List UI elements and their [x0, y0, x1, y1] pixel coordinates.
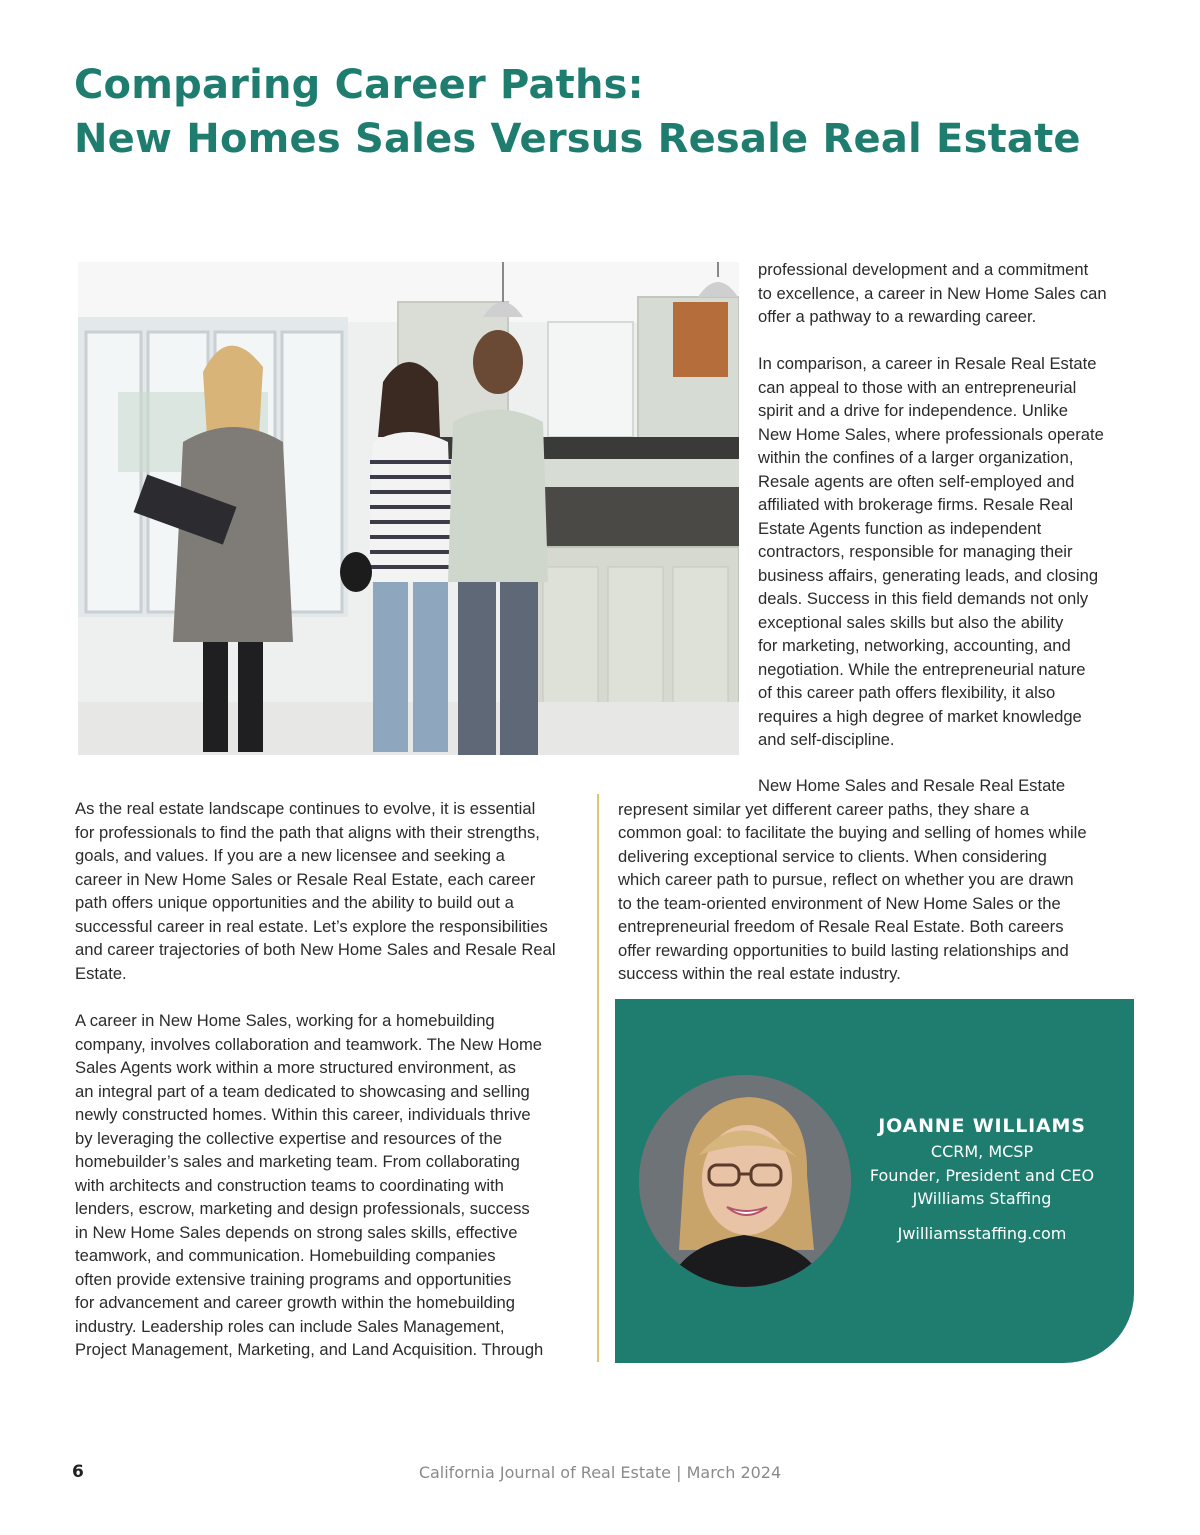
author-company: JWilliams Staffing — [912, 1189, 1052, 1208]
publication-footer: California Journal of Real Estate | March 2024 — [418, 1463, 782, 1482]
author-portrait — [639, 1075, 851, 1287]
paragraph-intro: As the real estate landscape continues to evolve, it is essential for professionals to find the path that aligns with their strengths, goals, and values. If you are a new licensee and seeking a career in New Home Sales or Resale Real Estate, each career path offers unique opportunities and the ability to build out a successful career in real estate. Let’s explore the responsibilities and career trajectories of both New Home Sales and Resale Real Estate. — [75, 799, 556, 983]
page-number: 6 — [72, 1462, 84, 1482]
article-title — [74, 58, 1134, 166]
author-role: Founder, President and CEO — [869, 1165, 1095, 1185]
paragraph-resale-career: In comparison, a career in Resale Real Estate can appeal to those with an entrepreneurial spirit and a drive for independence. Unlike New Home Sales, where professionals operate within the confines of a larger organization, Resale agents are often self-employed and affiliated with brokerage firms. Resale Real Estate Agents function as independent contractors, responsible for managing their business affairs, generating leads, and closing deals. Success in this field demands not only exceptional sales skills but also the ability for marketing, networking, accounting, and negotiation. While the entrepreneurial nature of this career path offers flexibility, it also requires a high degree of market knowledge and self-discipline. — [758, 354, 1104, 749]
author-box — [615, 999, 1134, 1363]
paragraph-new-home-career: A career in New Home Sales, working for a homebuilding company, involves collaboration and teamwork. The New Home Sales Agents work within a more structured environment, as an integral part of a team dedicated to showcasing and selling newly constructed homes. Within this career, individuals thrive by leveraging the collective expertise and resources of the homebuilder’s sales and marketing team. From collaborating with architects and construction teams to coordinating with lenders, escrow, marketing and design professionals, success in New Home Sales depends on strong sales skills, effective teamwork, and communication. Homebuilding companies often provide extensive training programs and opportunities for advancement and career growth within the homebuilding industry. Leadership roles can include Sales Management, Project Management, Marketing, and Land Acquisition. Through — [75, 1011, 544, 1359]
paragraph-new-home-conclusion: professional development and a commitment to excellence, a career in New Home Sales can offer a pathway to a rewarding career. — [758, 260, 1107, 326]
title-line-2: New Homes Sales Versus Resale Real Estate — [74, 116, 1081, 162]
kitchen-scene-illustration — [78, 262, 739, 755]
column-divider — [597, 794, 599, 1362]
author-name: JOANNE WILLIAMS — [878, 1115, 1086, 1137]
author-website[interactable]: Jwilliamsstaffing.com — [897, 1223, 1067, 1243]
paragraph-summary: New Home Sales and Resale Real Estate represent similar yet different career paths, they share a common goal: to facilitate the buying and selling of homes while delivering exceptional service to clients. When considering which career path to pursue, reflect on whether you are drawn to the team-oriented environment of New Home Sales or the entrepreneurial freedom of Resale Real Estate. Both careers offer rewarding opportunities to build lasting relationships and success within the real estate industry. — [618, 776, 1087, 983]
article-photo — [78, 262, 739, 755]
author-details — [849, 1112, 1115, 1245]
author-credentials: CCRM, MCSP — [930, 1142, 1034, 1161]
author-portrait-illustration — [639, 1075, 851, 1287]
title-line-1: Comparing Career Paths: — [74, 62, 644, 108]
